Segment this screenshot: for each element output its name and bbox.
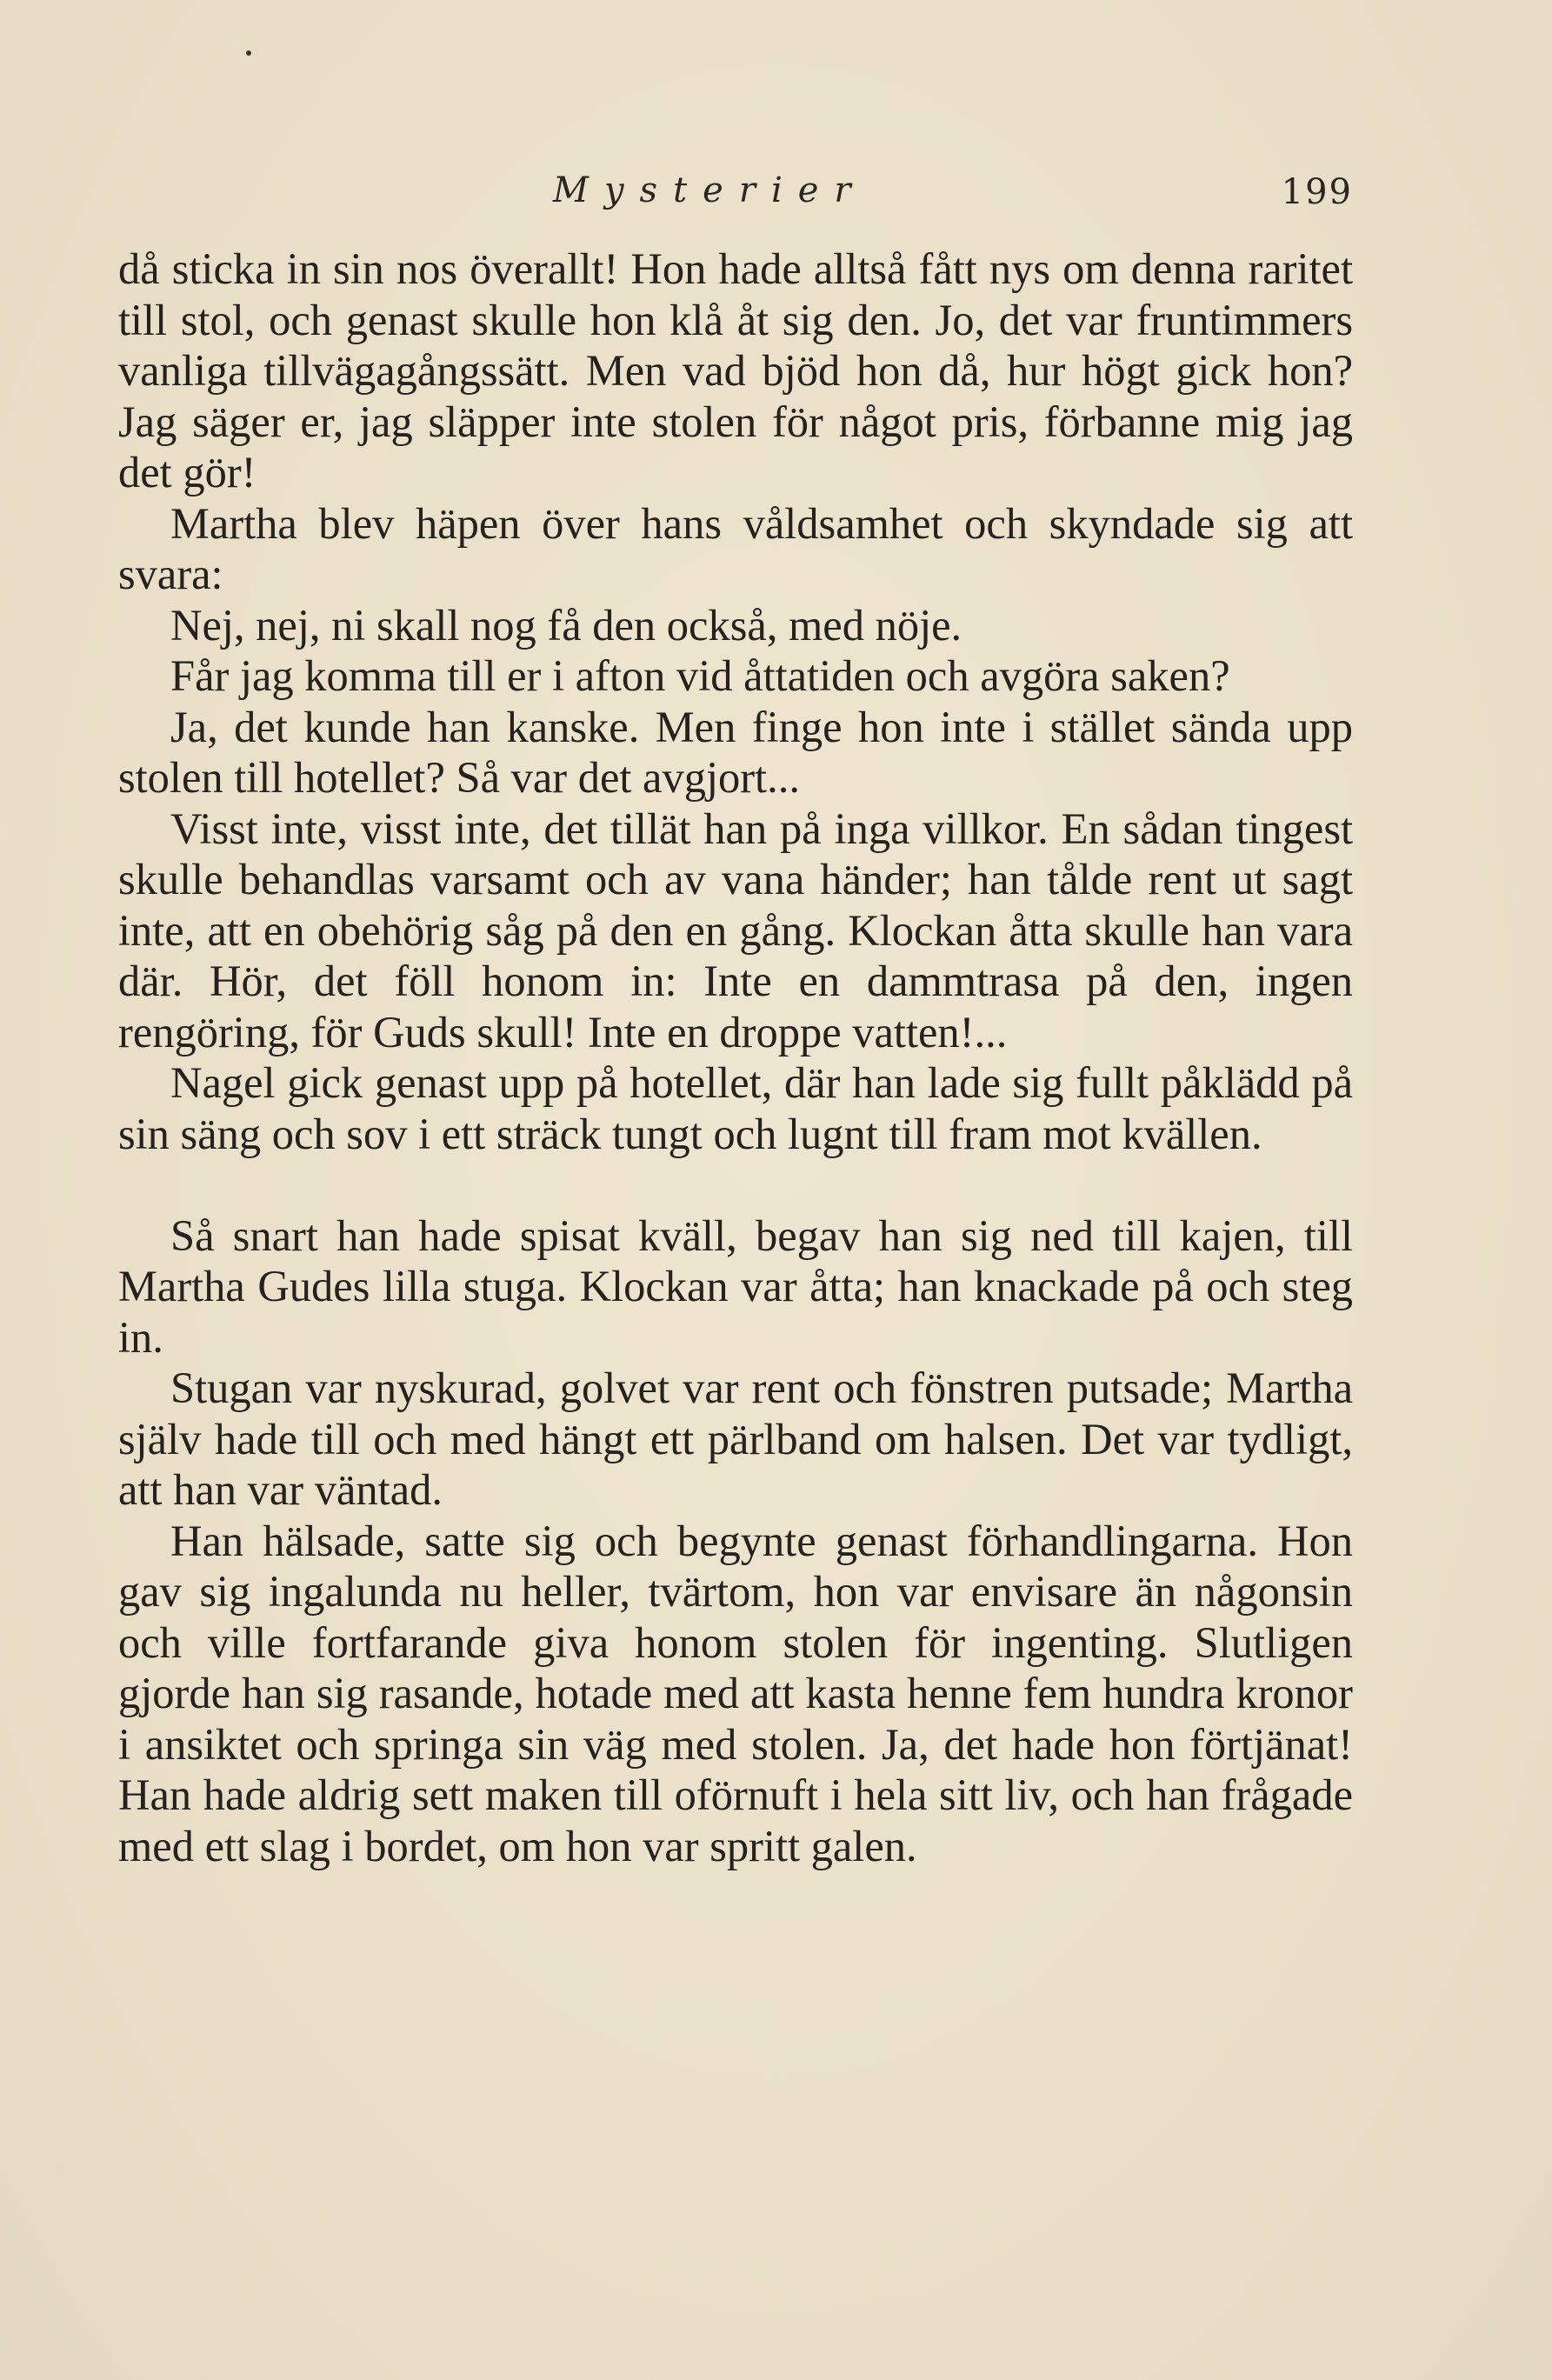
page-header: [118, 170, 1353, 226]
paragraph: Martha blev häpen över hans våldsamhet och skyndade sig att svara:: [118, 498, 1353, 598]
paragraph: Stugan var nyskurad, golvet var rent och fönstren putsade; Martha själv hade till och med hängt ett pärlband om halsen. Det var tydligt, att han var väntad.: [118, 1363, 1353, 1514]
paragraph: Nagel gick genast upp på hotellet, där han lade sig fullt påklädd på sin säng och sov i ett sträck tungt och lugnt till fram mot kvällen.: [118, 1058, 1353, 1158]
paragraph: Får jag komma till er i afton vid åttatiden och avgöra saken?: [170, 651, 1230, 700]
paragraph: Nej, nej, ni skall nog få den också, med nöje.: [170, 600, 963, 650]
paragraph: Han hälsade, satte sig och begynte genast förhandlingarna. Hon gav sig ingalunda nu heller, tvärtom, hon var envisare än någonsin och ville fortfarande giva honom stolen för ingenting. Slutligen gjorde han sig rasande, hotade med att kasta henne fem hundra kronor i ansiktet och springa sin väg med stolen. Ja, det hade hon förtjänat! Han hade aldrig sett maken till oförnuft i hela sitt liv, och han frågade med ett slag i bordet, om hon var spritt galen.: [118, 1516, 1353, 1870]
running-title: Mysterier: [553, 170, 867, 210]
paragraph: Visst inte, visst inte, det tillät han på inga villkor. En sådan tingest skulle behandlas varsamt och av vana händer; han tålde rent ut sagt inte, att en obehörig såg på den en gång. Klockan åtta skulle han vara där. Hör, det föll honom in: Inte en dammtrasa på den, ingen rengöring, för Guds skull! Inte en droppe vatten!...: [118, 803, 1353, 1057]
body-text: [118, 243, 1353, 1871]
ink-speck: [246, 50, 251, 56]
page-number: 199: [1281, 172, 1353, 212]
paragraph: då sticka in sin nos överallt! Hon hade alltså fått nys om denna raritet till stol, och genast skulle hon klå åt sig den. Jo, det var fruntimmers vanliga tillvägagångssätt. Men vad bjöd hon då, hur högt gick hon? Jag säger er, jag släpper inte stolen för något pris, förbanne mig jag det gör!: [118, 244, 1353, 497]
section-break: [118, 1159, 1353, 1210]
paragraph: Ja, det kunde han kanske. Men finge hon inte i stället sända upp stolen till hotellet? Så var det avgjort...: [118, 702, 1353, 802]
paragraph: Så snart han hade spisat kväll, begav han sig ned till kajen, till Martha Gudes lilla stuga. Klockan var åtta; han knackade på och steg in.: [118, 1210, 1353, 1362]
